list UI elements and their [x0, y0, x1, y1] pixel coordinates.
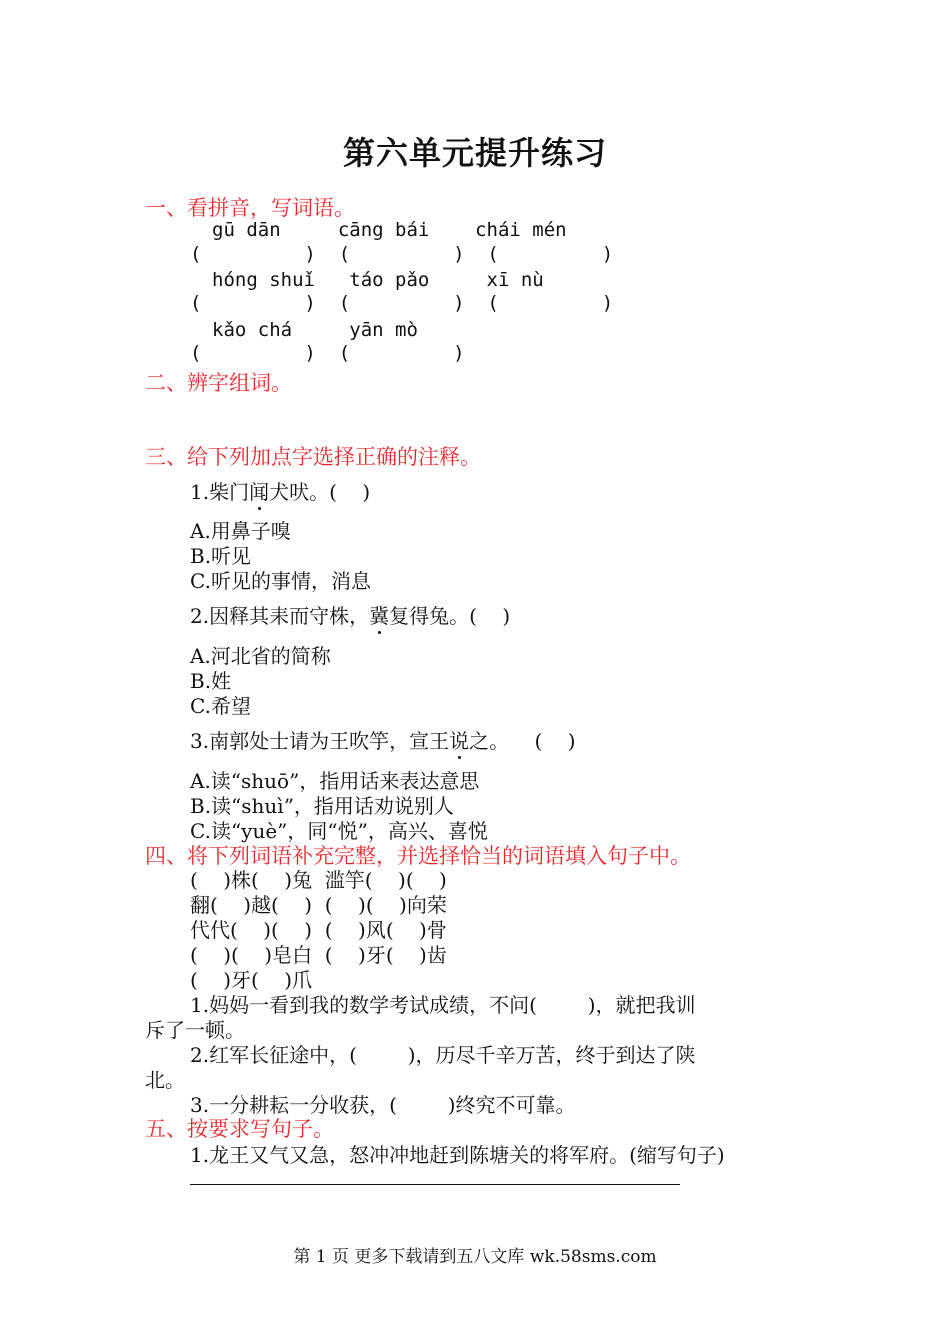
fill-sentence-1-cont: 斥了一顿。: [145, 1018, 245, 1042]
fill-sentence-2: 2.红军长征途中，( )，历尽千辛万苦，终于到达了陕: [190, 1043, 696, 1067]
question-2: [190, 600, 510, 629]
option-item: C.听见的事情，消息: [190, 569, 371, 593]
word-row: 代代( )( ) ( )风( )骨: [190, 918, 447, 942]
rewrite-sentence-1: 1.龙王又气又急，怒冲冲地赶到陈塘关的将军府。(缩写句子): [190, 1143, 725, 1167]
fill-sentence-3: 3.一分耕耘一分收获，( )终究不可靠。: [190, 1093, 576, 1117]
question-text: 1.柴门: [190, 480, 250, 504]
page-footer: 第 1 页 更多下载请到五八文库 wk.58sms.com: [293, 1247, 657, 1267]
word-row: ( )牙( )爪: [190, 968, 313, 992]
question-text: 犬吠。( ): [269, 480, 371, 504]
word-row: 翻( )越( ) ( )( )向荣: [190, 893, 447, 917]
dotted-character: 说: [449, 729, 470, 753]
question-1: [190, 476, 370, 505]
blank-row-2: ( ) ( ) ( ): [190, 292, 614, 314]
question-text: 之。 ( ): [469, 729, 576, 753]
word-row: ( )( )皂白 ( )牙( )齿: [190, 943, 447, 967]
pinyin-row-2: hóng shuǐ táo pǎo xī nù: [212, 269, 544, 291]
fill-sentence-1: 1.妈妈一看到我的数学考试成绩，不问( )，就把我训: [190, 993, 696, 1017]
option-item: B.姓: [190, 669, 232, 693]
option-item: A.读“shuō”，指用话来表达意思: [190, 769, 480, 793]
question-text: 3.南郭处士请为王吹竽，宣王: [190, 729, 450, 753]
dotted-character: 闻: [249, 480, 270, 504]
blank-row-1: ( ) ( ) ( ): [190, 243, 614, 265]
answer-line: [190, 1184, 680, 1185]
page-title: 第六单元提升练习: [342, 134, 607, 172]
section-2-heading: 二、辨字组词。: [145, 371, 292, 395]
question-3: [190, 725, 576, 754]
question-text: 2.因释其耒而守株，: [190, 604, 370, 628]
option-item: C.希望: [190, 694, 251, 718]
option-item: A.用鼻子嗅: [190, 519, 291, 543]
dotted-character: 冀: [369, 604, 390, 628]
option-item: A.河北省的简称: [190, 644, 331, 668]
pinyin-row-1: gū dān cāng bái chái mén: [212, 219, 567, 241]
fill-sentence-2-cont: 北。: [145, 1068, 185, 1092]
option-item: B.读“shuì”，指用话劝说别人: [190, 794, 454, 818]
section-4-heading: 四、将下列词语补充完整，并选择恰当的词语填入句子中。: [145, 844, 691, 868]
word-row: ( )株( )兔 滥竽( )( ): [190, 868, 447, 892]
option-item: C.读“yuè”，同“悦”，高兴、喜悦: [190, 819, 488, 843]
question-text: 复得兔。( ): [389, 604, 511, 628]
option-item: B.听见: [190, 544, 252, 568]
section-1-heading: 一、看拼音，写词语。: [145, 196, 355, 220]
pinyin-row-3: kǎo chá yān mò: [212, 319, 418, 341]
blank-row-3: ( ) ( ): [190, 342, 465, 364]
section-5-heading: 五、按要求写句子。: [145, 1117, 334, 1141]
section-3-heading: 三、给下列加点字选择正确的注释。: [145, 445, 481, 469]
